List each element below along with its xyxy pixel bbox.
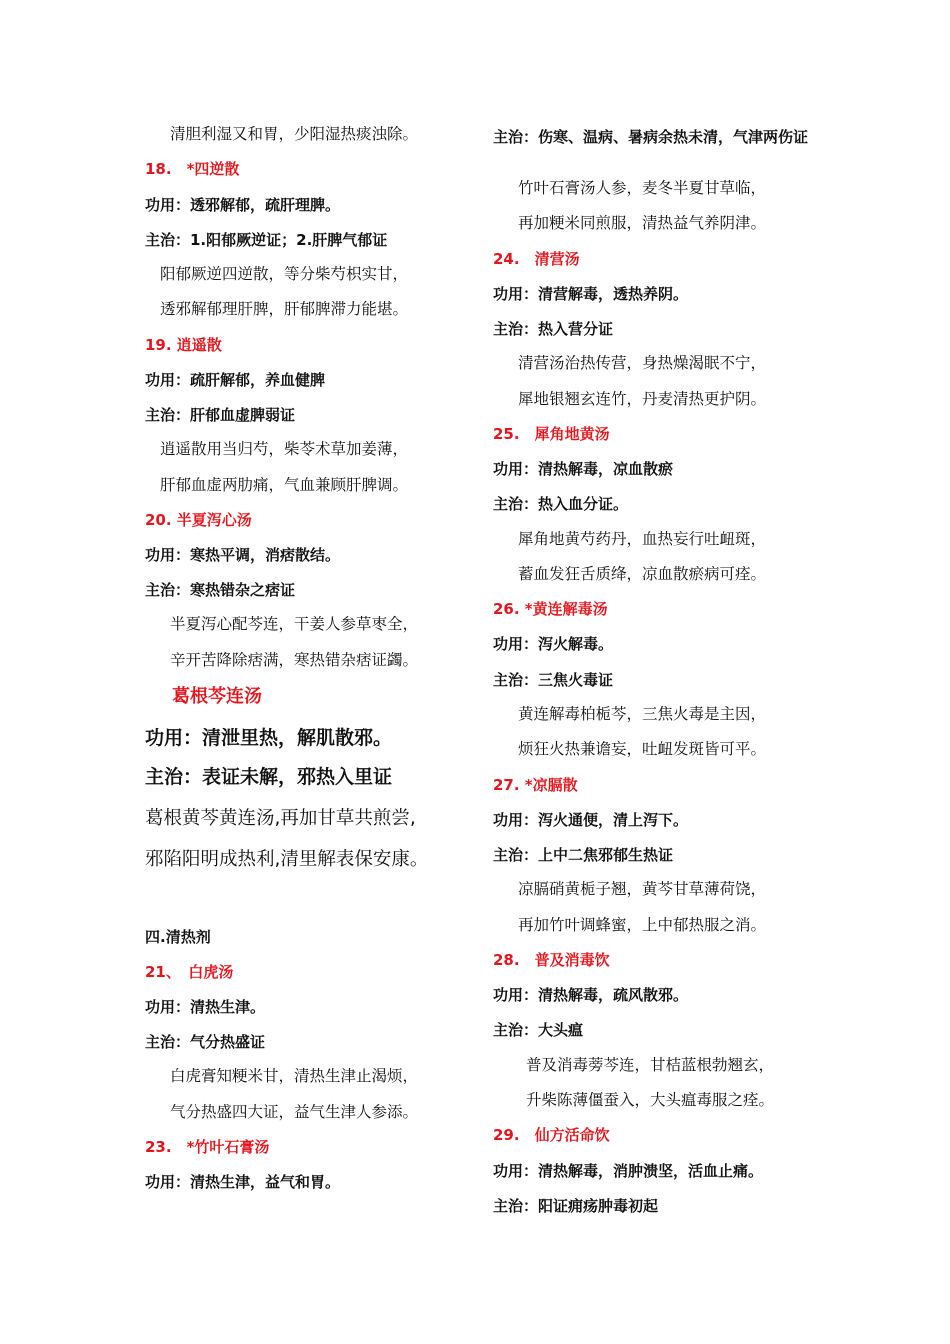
formula-heading: 19. 逍遥散: [145, 336, 222, 354]
function-line: 功用：清热生津。: [145, 998, 266, 1016]
indication-line: 主治：热入血分证。: [493, 495, 629, 513]
indication-line: 主治：肝郁血虚脾弱证: [145, 406, 296, 424]
function-line: 功用：疏肝解郁，养血健脾: [145, 371, 326, 389]
formula-heading: 21、 白虎汤: [145, 963, 234, 981]
indication-line: 主治：热入营分证: [493, 320, 614, 338]
formula-heading: 24. 清营汤: [493, 250, 580, 268]
indication-line: 主治：大头瘟: [493, 1021, 584, 1039]
verse-line: 逍遥散用当归芍，柴苓术草加姜薄，: [160, 440, 409, 458]
verse-line: 透邪解郁理肝脾，肝郁脾滞力能堪。: [160, 300, 409, 318]
verse-line: 烦狂火热兼谵妄，吐衄发斑皆可平。: [518, 740, 767, 758]
function-line: 功用：清热解毒，凉血散瘀: [493, 460, 674, 478]
indication-line: 主治：上中二焦邪郁生热证: [493, 846, 674, 864]
verse-line: 蓄血发狂舌质绛，凉血散瘀病可痊。: [518, 565, 767, 583]
verse-line: 黄连解毒柏栀芩，三焦火毒是主因，: [518, 705, 767, 723]
indication-line: 主治：表证未解，邪热入里证: [145, 766, 393, 788]
verse-line: 普及消毒蒡芩连，甘桔蓝根勃翘玄，: [526, 1056, 775, 1074]
formula-heading: 葛根芩连汤: [172, 686, 262, 707]
indication-line: 主治：伤寒、温病、暑病余热未清，气津两伤证: [493, 128, 809, 146]
verse-line: 清胆利湿又和胃，少阳湿热痰浊除。: [170, 125, 419, 143]
indication-line: 主治：阳证痈疡肿毒初起: [493, 1197, 659, 1215]
function-line: 功用：泻火解毒。: [493, 635, 614, 653]
section-title: 四.清热剂: [145, 928, 211, 946]
verse-line: 阳郁厥逆四逆散，等分柴芍枳实甘，: [160, 265, 409, 283]
formula-heading: 27. *凉膈散: [493, 776, 578, 794]
verse-line: 凉膈硝黄栀子翘，黄芩甘草薄荷饶，: [518, 880, 767, 898]
verse-line: 再加竹叶调蜂蜜，上中郁热服之消。: [518, 916, 767, 934]
function-line: 功用：清泄里热，解肌散邪。: [145, 727, 393, 749]
verse-line: 犀角地黄芍药丹，血热妄行吐衄斑，: [518, 530, 767, 548]
verse-line: 气分热盛四大证，益气生津人参添。: [170, 1103, 419, 1121]
verse-line: 犀地银翘玄连竹，丹麦清热更护阴。: [518, 390, 767, 408]
formula-heading: 29. 仙方活命饮: [493, 1126, 610, 1144]
function-line: 功用：清营解毒，透热养阴。: [493, 285, 689, 303]
function-line: 功用：透邪解郁，疏肝理脾。: [145, 196, 341, 214]
formula-heading: 23. *竹叶石膏汤: [145, 1138, 270, 1156]
function-line: 功用：清热生津，益气和胃。: [145, 1173, 341, 1191]
indication-line: 主治：寒热错杂之痞证: [145, 581, 296, 599]
verse-line: 辛开苦降除痞满，寒热错杂痞证蠲。: [170, 651, 419, 669]
formula-heading: 28. 普及消毒饮: [493, 951, 610, 969]
function-line: 功用：清热解毒，消肿溃坚，活血止痛。: [493, 1162, 764, 1180]
indication-line: 主治：气分热盛证: [145, 1033, 266, 1051]
function-line: 功用：清热解毒，疏风散邪。: [493, 986, 689, 1004]
formula-heading: 18. *四逆散: [145, 160, 240, 178]
verse-line: 白虎膏知粳米甘，清热生津止渴烦，: [170, 1067, 419, 1085]
verse-line: 肝郁血虚两肋痛，气血兼顾肝脾调。: [160, 476, 409, 494]
formula-heading: 25. 犀角地黄汤: [493, 425, 610, 443]
verse-line: 再加粳米同煎服，清热益气养阴津。: [518, 214, 767, 232]
verse-line: 邪陷阳明成热利,清里解表保安康。: [145, 849, 429, 870]
formula-heading: 26. *黄连解毒汤: [493, 600, 608, 618]
function-line: 功用：寒热平调，消痞散结。: [145, 546, 341, 564]
verse-line: 葛根黄芩黄连汤,再加甘草共煎尝,: [145, 808, 416, 829]
verse-line: 半夏泻心配芩连，干姜人参草枣全，: [170, 615, 419, 633]
indication-line: 主治：1.阳郁厥逆证；2.肝脾气郁证: [145, 231, 388, 249]
indication-line: 主治：三焦火毒证: [493, 671, 614, 689]
verse-line: 清营汤治热传营，身热燥渴眠不宁，: [518, 354, 767, 372]
formula-heading: 20. 半夏泻心汤: [145, 511, 252, 529]
function-line: 功用：泻火通便，清上泻下。: [493, 811, 689, 829]
verse-line: 升柴陈薄僵蚕入，大头瘟毒服之痊。: [526, 1091, 775, 1109]
verse-line: 竹叶石膏汤人参，麦冬半夏甘草临，: [518, 179, 767, 197]
